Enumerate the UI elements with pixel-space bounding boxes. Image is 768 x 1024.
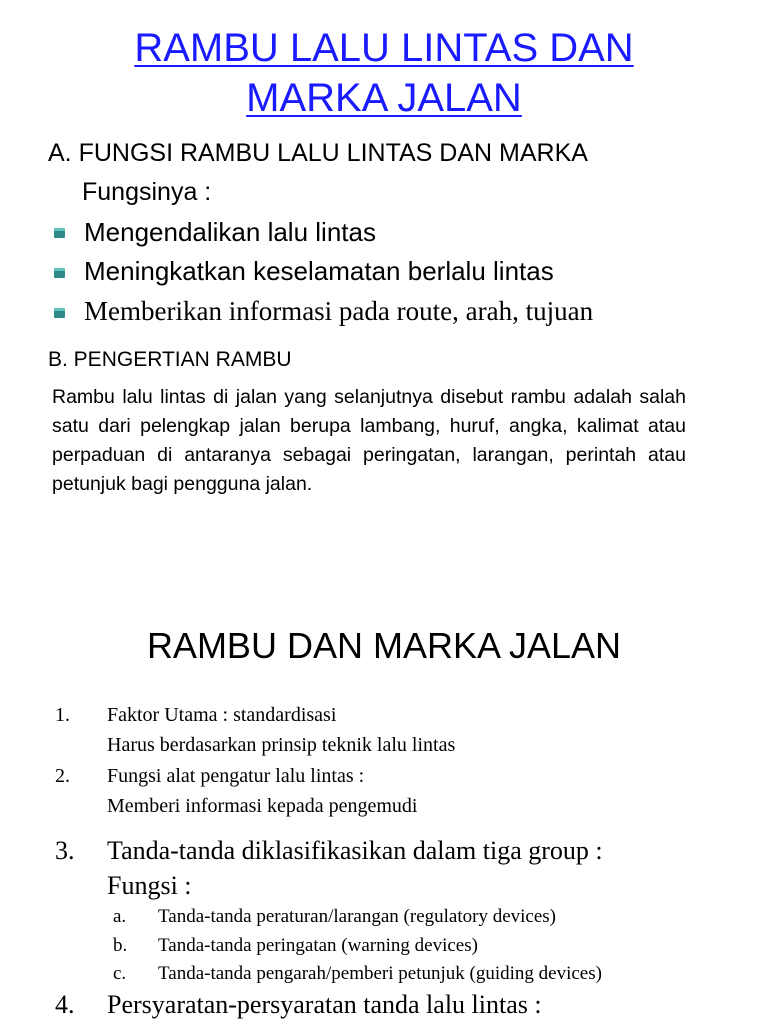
list-item-line: Harus berdasarkan prinsip teknik lalu lintas: [107, 734, 456, 756]
sub-list-letter: a.: [113, 906, 127, 927]
sub-list-item: Tanda-tanda pengarah/pemberi petunjuk (guiding devices): [158, 963, 602, 984]
section-b-heading: B. PENGERTIAN RAMBU: [48, 348, 292, 371]
list-number: 4.: [55, 990, 75, 1019]
list-item-line: Fungsi alat pengatur lalu lintas :: [107, 765, 365, 787]
slide-title-line-2[interactable]: MARKA JALAN: [246, 76, 522, 120]
list-item-line: Tanda-tanda diklasifikasikan dalam tiga group :: [107, 836, 603, 865]
sub-list-letter: c.: [113, 963, 127, 984]
list-number: 3.: [55, 836, 75, 865]
sub-list-item: Tanda-tanda peraturan/larangan (regulatory devices): [158, 906, 556, 927]
list-item-line: Fungsi :: [107, 871, 192, 900]
list-item-line: Memberi informasi kepada pengemudi: [107, 795, 418, 817]
function-item-1: Mengendalikan lalu lintas: [84, 217, 376, 247]
list-number: 2.: [55, 765, 70, 787]
sub-list-letter: b.: [113, 935, 128, 956]
list-number: 1.: [55, 704, 70, 726]
slide-2-title: RAMBU DAN MARKA JALAN: [146, 625, 622, 666]
square-bullet-icon: [54, 308, 65, 318]
section-b-paragraph: Rambu lalu lintas di jalan yang selanjutnya disebut rambu adalah salah satu dari pelengkap jalan berupa lambang, huruf, angka, kalimat atau perpaduan di antaranya sebagai peringatan, larangan, perintah atau petunjuk bagi pengguna jalan.: [52, 386, 686, 495]
section-a-heading: A. FUNGSI RAMBU LALU LINTAS DAN MARKA: [48, 139, 588, 167]
list-item-line: Faktor Utama : standardisasi: [107, 704, 337, 726]
square-bullet-icon: [54, 228, 65, 238]
slide-title-line-1[interactable]: RAMBU LALU LINTAS DAN: [134, 26, 634, 70]
function-item-3: Memberikan informasi pada route, arah, tujuan: [84, 296, 594, 326]
section-a-intro: Fungsinya :: [82, 178, 212, 206]
square-bullet-icon: [54, 268, 65, 278]
function-item-2: Meningkatkan keselamatan berlalu lintas: [84, 256, 554, 286]
sub-list-item: Tanda-tanda peringatan (warning devices): [158, 935, 478, 956]
list-item-line: Persyaratan-persyaratan tanda lalu lintas :: [107, 990, 542, 1019]
